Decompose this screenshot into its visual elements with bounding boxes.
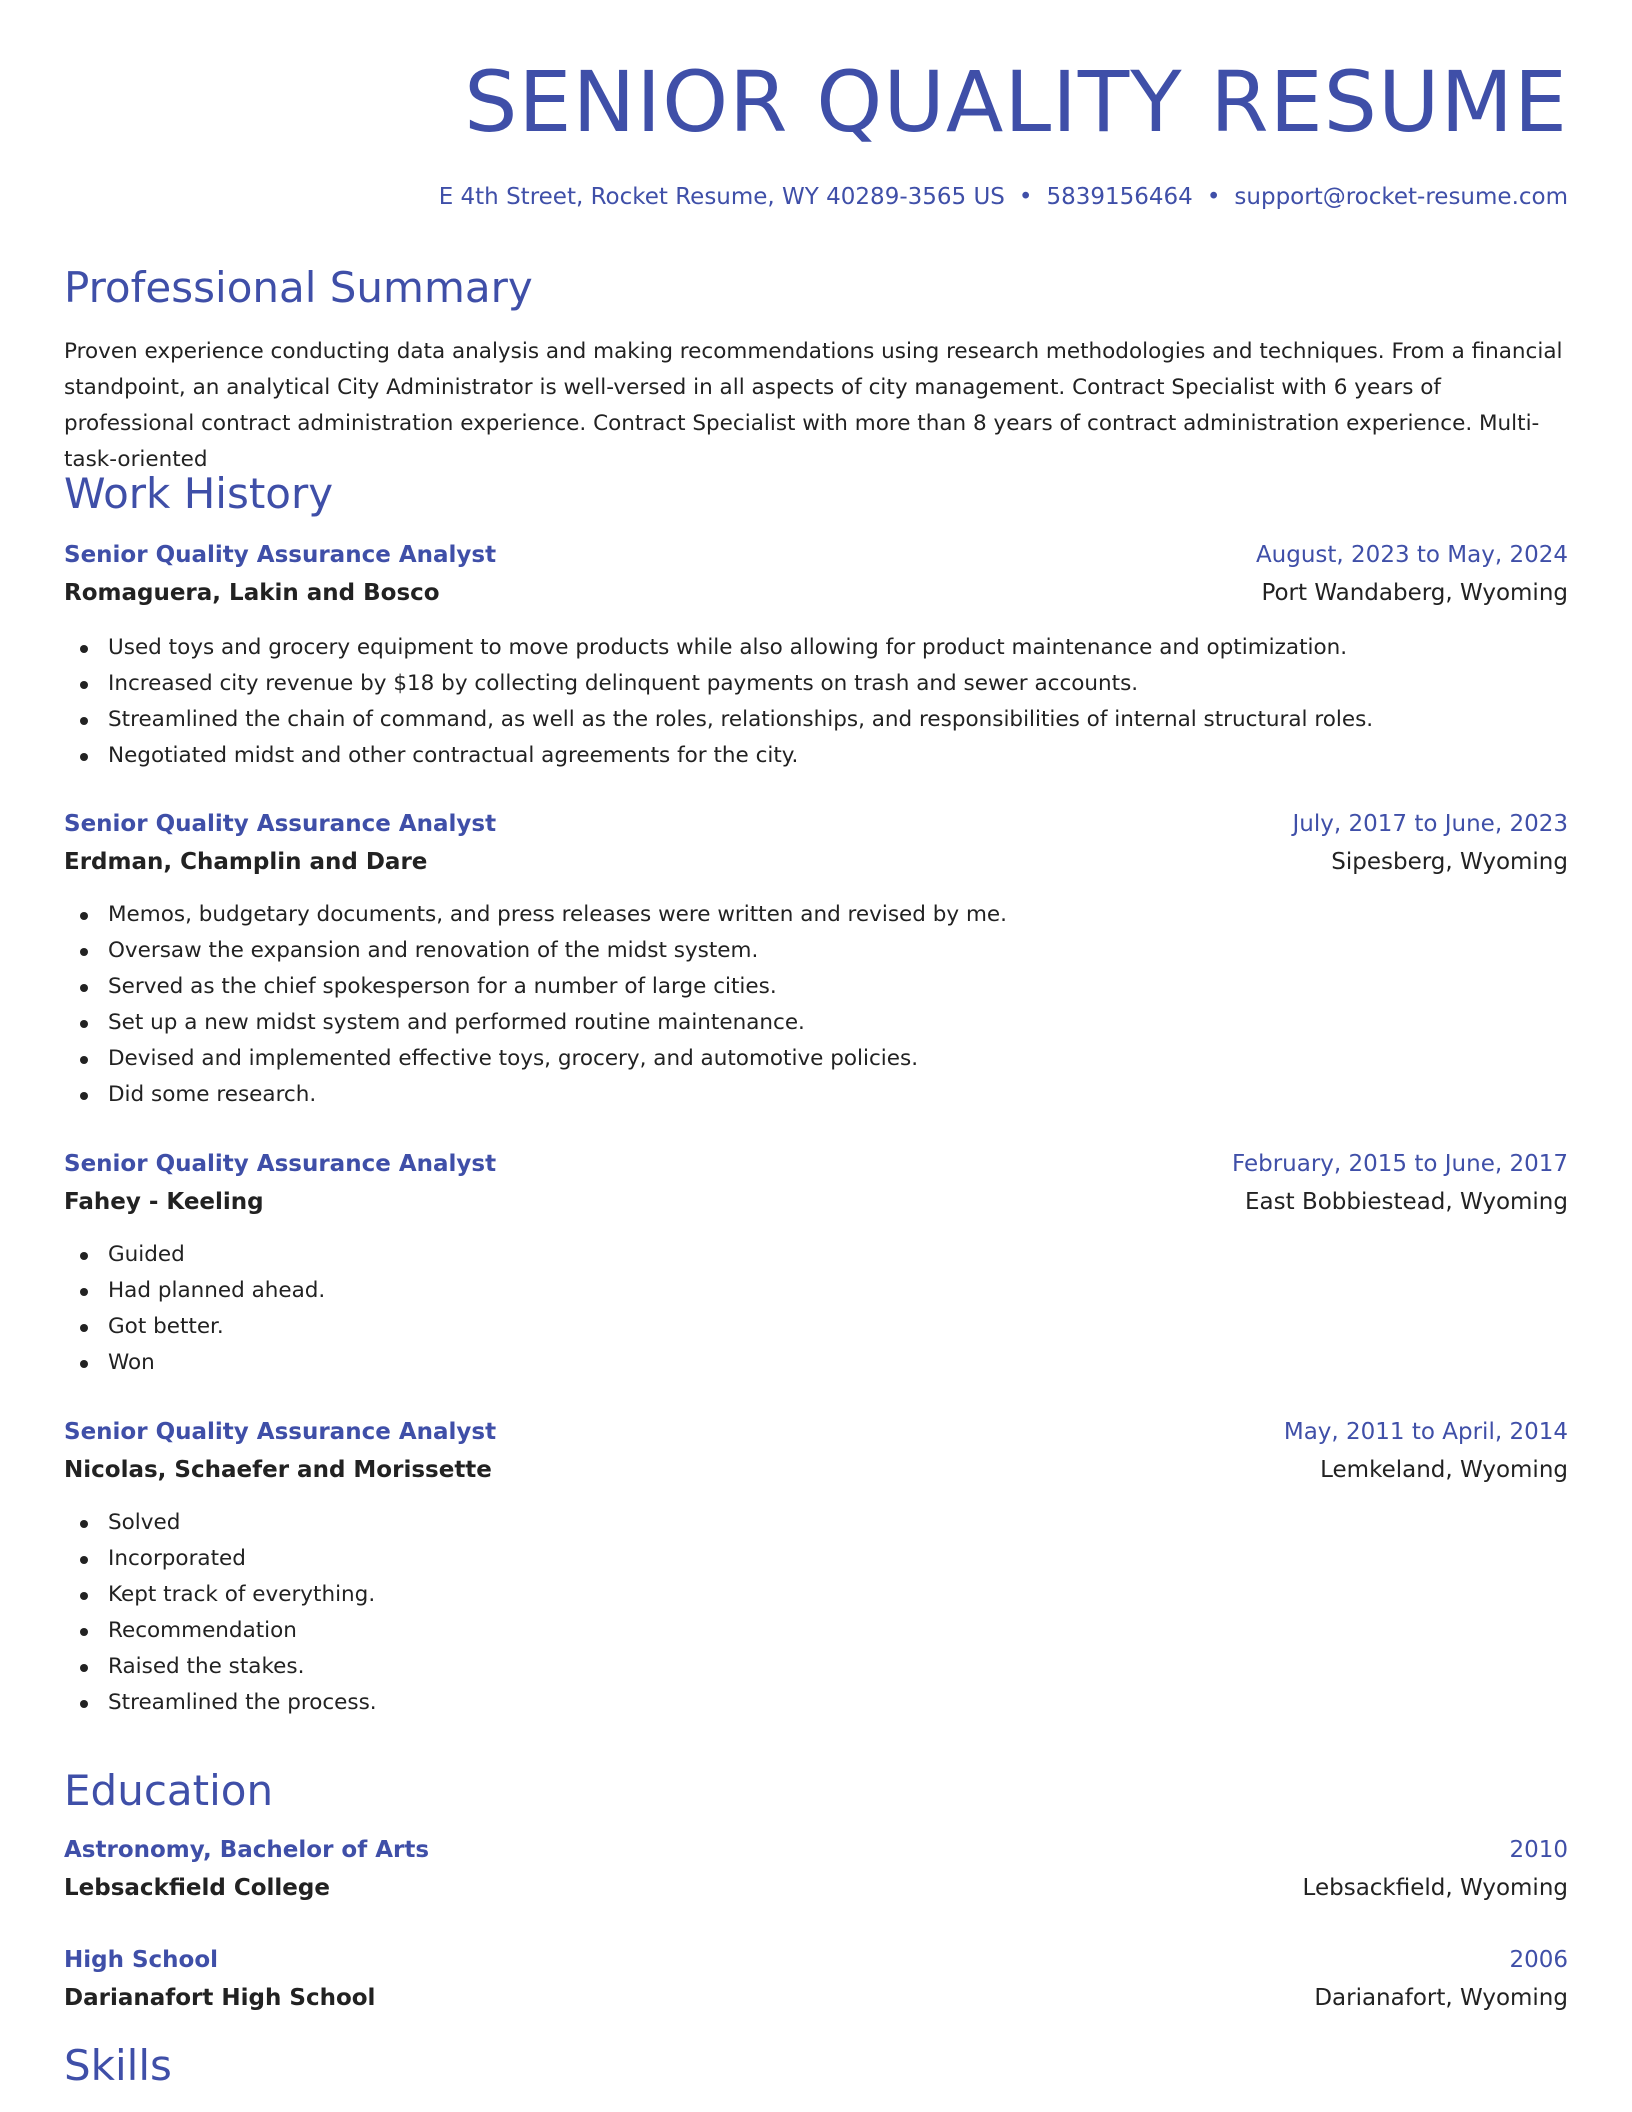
contact-line (439, 180, 1568, 214)
job-location: East Bobbiestead, Wyoming (1245, 1189, 1568, 1215)
company-name: Fahey - Keeling (64, 1189, 264, 1215)
job-bullets (64, 630, 1373, 774)
bullet-item: Solved (64, 1505, 377, 1541)
section-heading-summary: Professional Summary (64, 263, 533, 312)
bullet-item: Memos, budgetary documents, and press releases were written and revised by me. (64, 897, 1007, 933)
section-heading-work-history: Work History (64, 469, 334, 518)
job-dates: May, 2011 to April, 2014 (1283, 1419, 1568, 1445)
bullet-item: Guided (64, 1237, 325, 1273)
graduation-year: 2006 (1509, 1947, 1568, 1973)
graduation-year: 2010 (1509, 1837, 1568, 1863)
job-bullets (64, 1505, 377, 1721)
job-location: Lemkeland, Wyoming (1320, 1457, 1568, 1483)
job-location: Sipesberg, Wyoming (1331, 849, 1568, 875)
bullet-item: Won (64, 1345, 325, 1381)
section-heading-education: Education (64, 1766, 274, 1815)
contact-phone: 5839156464 (1046, 184, 1193, 210)
contact-address: E 4th Street, Rocket Resume, WY 40289-3565 US (438, 184, 1005, 210)
degree: Astronomy, Bachelor of Arts (64, 1837, 430, 1863)
company-name: Erdman, Champlin and Dare (64, 849, 428, 875)
job-title: Senior Quality Assurance Analyst (64, 542, 497, 568)
resume-title: SENIOR QUALITY RESUME (464, 53, 1568, 151)
contact-separator: • (1018, 184, 1033, 210)
education-entry (64, 1831, 1568, 1907)
bullet-item: Did some research. (64, 1077, 1007, 1113)
work-entry (64, 536, 1568, 768)
school-name: Darianafort High School (64, 1985, 376, 2011)
company-name: Nicolas, Schaefer and Morissette (64, 1457, 492, 1483)
work-entry (64, 1145, 1568, 1375)
bullet-item: Kept track of everything. (64, 1577, 377, 1613)
school-location: Lebsackfield, Wyoming (1302, 1875, 1568, 1901)
company-name: Romaguera, Lakin and Bosco (64, 580, 440, 606)
job-title: Senior Quality Assurance Analyst (64, 1151, 497, 1177)
bullet-item: Increased city revenue by $18 by collecting delinquent payments on trash and sewer accounts. (64, 666, 1373, 702)
job-dates: August, 2023 to May, 2024 (1255, 542, 1568, 568)
job-bullets (64, 1237, 325, 1381)
job-title: Senior Quality Assurance Analyst (64, 811, 497, 837)
job-location: Port Wandaberg, Wyoming (1261, 580, 1568, 606)
job-title: Senior Quality Assurance Analyst (64, 1419, 497, 1445)
bullet-item: Incorporated (64, 1541, 377, 1577)
job-dates: February, 2015 to June, 2017 (1231, 1151, 1568, 1177)
job-dates: July, 2017 to June, 2023 (1292, 811, 1568, 837)
bullet-item: Recommendation (64, 1613, 377, 1649)
summary-text: Proven experience conducting data analysis and making recommendations using research methodologies and techniques. From a financial standpoint, an analytical City Administrator is well-versed in all aspects of city management. Contract Specialist with 6 years of professional contract administration experience. Contract Specialist with more than 8 years of contract administration experience. Multi-task-oriented (64, 339, 1563, 472)
bullet-item: Negotiated midst and other contractual agreements for the city. (64, 738, 1373, 774)
school-name: Lebsackfield College (64, 1875, 330, 1901)
education-entry (64, 1941, 1568, 2017)
work-entry (64, 805, 1568, 1107)
school-location: Darianafort, Wyoming (1314, 1985, 1568, 2011)
job-bullets (64, 897, 1007, 1113)
bullet-item: Oversaw the expansion and renovation of the midst system. (64, 933, 1007, 969)
work-entry (64, 1413, 1568, 1715)
bullet-item: Used toys and grocery equipment to move products while also allowing for product maintenance and optimization. (64, 630, 1373, 666)
bullet-item: Streamlined the chain of command, as well as the roles, relationships, and responsibilities of internal structural roles. (64, 702, 1373, 738)
contact-email: support@rocket-resume.com (1234, 184, 1568, 210)
degree: High School (64, 1947, 219, 1973)
section-heading-skills: Skills (64, 2041, 172, 2090)
bullet-item: Streamlined the process. (64, 1685, 377, 1721)
bullet-item: Raised the stakes. (64, 1649, 377, 1685)
bullet-item: Had planned ahead. (64, 1273, 325, 1309)
contact-separator: • (1206, 184, 1221, 210)
bullet-item: Set up a new midst system and performed routine maintenance. (64, 1005, 1007, 1041)
bullet-item: Devised and implemented effective toys, grocery, and automotive policies. (64, 1041, 1007, 1077)
bullet-item: Got better. (64, 1309, 325, 1345)
bullet-item: Served as the chief spokesperson for a number of large cities. (64, 969, 1007, 1005)
